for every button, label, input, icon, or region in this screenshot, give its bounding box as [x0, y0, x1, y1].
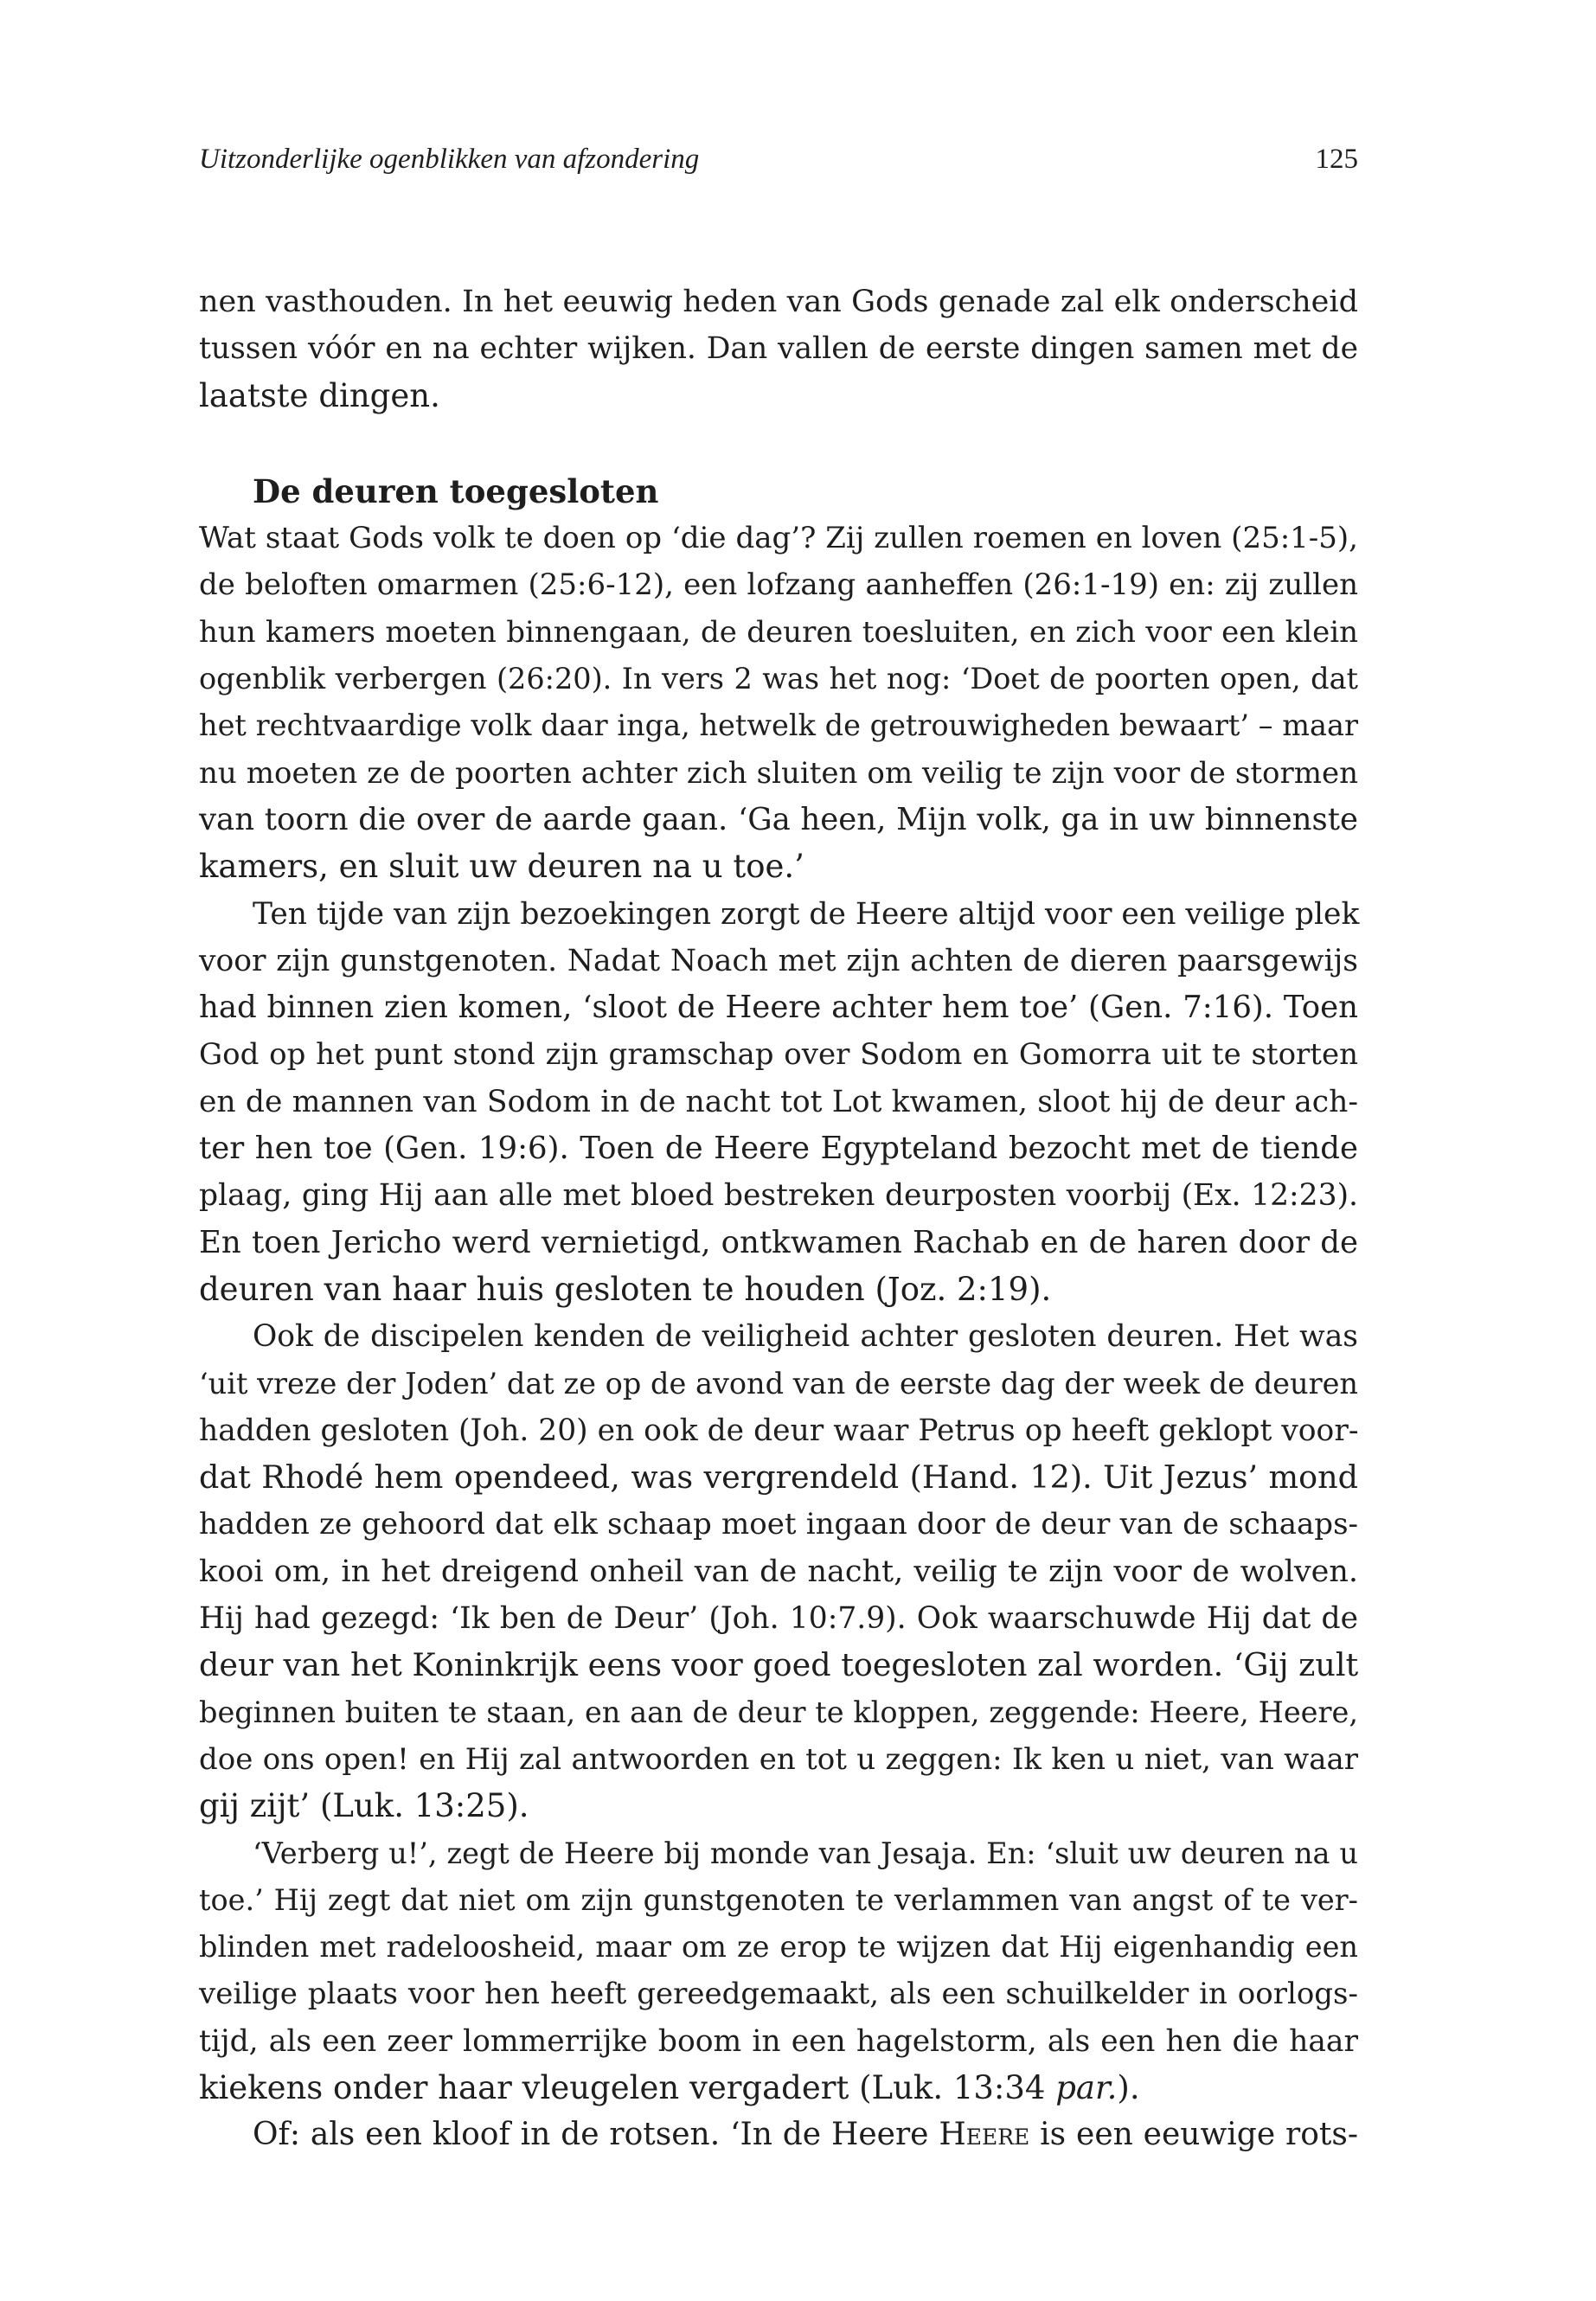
- text-line: ter hen toe (Gen. 19:6). Toen de Heere Egypteland bezocht met de tiende: [199, 1131, 1358, 1167]
- text-line: toe.’ Hij zegt dat niet om zijn gunstgenoten te verlammen van angst of te ver-: [199, 1882, 1358, 1917]
- text-segment: kiekens onder haar vleugelen vergadert (Luk. 13:34: [199, 2068, 1056, 2106]
- text-line: hadden gesloten (Joh. 20) en ook de deur waar Petrus op heeft geklopt voor-: [199, 1413, 1359, 1448]
- text-line: God op het punt stond zijn gramschap over Sodom en Gomorra uit te storten: [199, 1037, 1358, 1073]
- text-line: tijd, als een zeer lommerrijke boom in een hagelstorm, als een hen die haar: [199, 2023, 1358, 2059]
- text-line: tussen vóór en na echter wijken. Dan vallen de eerste dingen samen met de: [199, 331, 1358, 367]
- text-line: en de mannen van Sodom in de nacht tot Lot kwamen, sloot hij de deur ach-: [199, 1084, 1358, 1119]
- text-line: deur van het Koninkrijk eens voor goed toegesloten zal worden. ‘Gij zult: [199, 1646, 1359, 1684]
- text-line: Hij had gezegd: ‘Ik ben de Deur’ (Joh. 10:7.9). Ook waarschuwde Hij dat de: [199, 1601, 1358, 1637]
- text-segment: is een eeuwige rots-: [1029, 2117, 1358, 2153]
- text-line: kooi om, in het dreigend onheil van de nacht, veilig te zijn voor de wolven.: [199, 1554, 1358, 1589]
- text-line: voor zijn gunstgenoten. Nadat Noach met zijn achten de dieren paarsgewijs: [199, 943, 1358, 978]
- text-line: dat Rhodé hem opendeed, was vergrendeld (Hand. 12). Uit Jezus’ mond: [199, 1458, 1358, 1497]
- text-line: beginnen buiten te staan, en aan de deur te kloppen, zeggende: Heere, Heere,: [199, 1695, 1358, 1729]
- text-line: had binnen zien komen, ‘sloot de Heere achter hem toe’ (Gen. 7:16). Toen: [199, 990, 1358, 1026]
- italic-abbreviation: par.: [1055, 2068, 1118, 2106]
- text-line: van toorn die over de aarde gaan. ‘Ga heen, Mijn volk, ga in uw binnenste: [199, 801, 1358, 837]
- section-heading: De deuren toegesloten: [253, 471, 659, 510]
- text-line: blinden met radeloosheid, maar om ze erop te wijzen dat Hij eigenhandig een: [199, 1930, 1358, 1965]
- page-number: 125: [1315, 144, 1358, 175]
- text-segment: ).: [1117, 2068, 1140, 2106]
- text-line: En toen Jericho werd vernietigd, ontkwamen Rachab en de haren door de: [199, 1224, 1358, 1260]
- text-line: nen vasthouden. In het eeuwig heden van Gods genade zal elk onderscheid: [199, 285, 1358, 319]
- text-line: ‘uit vreze der Joden’ dat ze op de avond van de eerste dag der week de deuren: [199, 1366, 1358, 1400]
- text-line: kamers, en sluit uw deuren na u toe.’: [199, 848, 804, 886]
- running-header: [199, 138, 1358, 180]
- text-line: plaag, ging Hij aan alle met bloed bestreken deurposten voorbij (Ex. 12:23).: [199, 1178, 1358, 1214]
- text-line: laatste dingen.: [199, 376, 440, 414]
- text-segment: Of: als een kloof in de rotsen. ‘In de Heere: [253, 2117, 939, 2153]
- text-line: doe ons open! en Hij zal antwoorden en tot u zeggen: Ik ken u niet, van waar: [199, 1741, 1358, 1777]
- text-line: Ook de discipelen kenden de veiligheid achter gesloten deuren. Het was: [253, 1319, 1358, 1355]
- text-line: gij zijt’ (Luk. 13:25).: [199, 1787, 529, 1825]
- text-line: hadden ze gehoord dat elk schaap moet ingaan door de deur van de schaaps-: [199, 1507, 1358, 1542]
- small-caps-word: Heere: [939, 2117, 1030, 2153]
- text-line: ‘Verberg u!’, zegt de Heere bij monde van Jesaja. En: ‘sluit uw deuren na u: [253, 1836, 1358, 1870]
- body-text: [199, 279, 1358, 2159]
- text-line: de beloften omarmen (25:6-12), een lofzang aanheffen (26:1-19) en: zij zullen: [199, 567, 1358, 603]
- text-line: Wat staat Gods volk te doen op ‘die dag’? Zij zullen roemen en loven (25:1-5),: [199, 521, 1358, 556]
- text-line: [199, 2112, 1358, 2158]
- text-line: hun kamers moeten binnengaan, de deuren toesluiten, en zich voor een klein: [199, 614, 1358, 650]
- text-line: ogenblik verbergen (26:20). In vers 2 was het nog: ‘Doet de poorten open, dat: [199, 662, 1358, 696]
- text-line: [199, 2065, 1358, 2112]
- text-line: veilige plaats voor hen heeft gereedgemaakt, als een schuilkelder in oorlogs-: [199, 1977, 1358, 2012]
- text-line: Ten tijde van zijn bezoekingen zorgt de Heere altijd voor een veilige plek: [253, 896, 1360, 932]
- text-line: het rechtvaardige volk daar inga, hetwelk de getrouwigheden bewaart’ – maar: [199, 708, 1358, 743]
- text-line: deuren van haar huis gesloten te houden (Joz. 2:19).: [199, 1270, 1052, 1308]
- text-line: nu moeten ze de poorten achter zich sluiten om veilig te zijn voor de stormen: [199, 755, 1358, 791]
- running-title: Uitzonderlijke ogenblikken van afzondering: [199, 144, 700, 175]
